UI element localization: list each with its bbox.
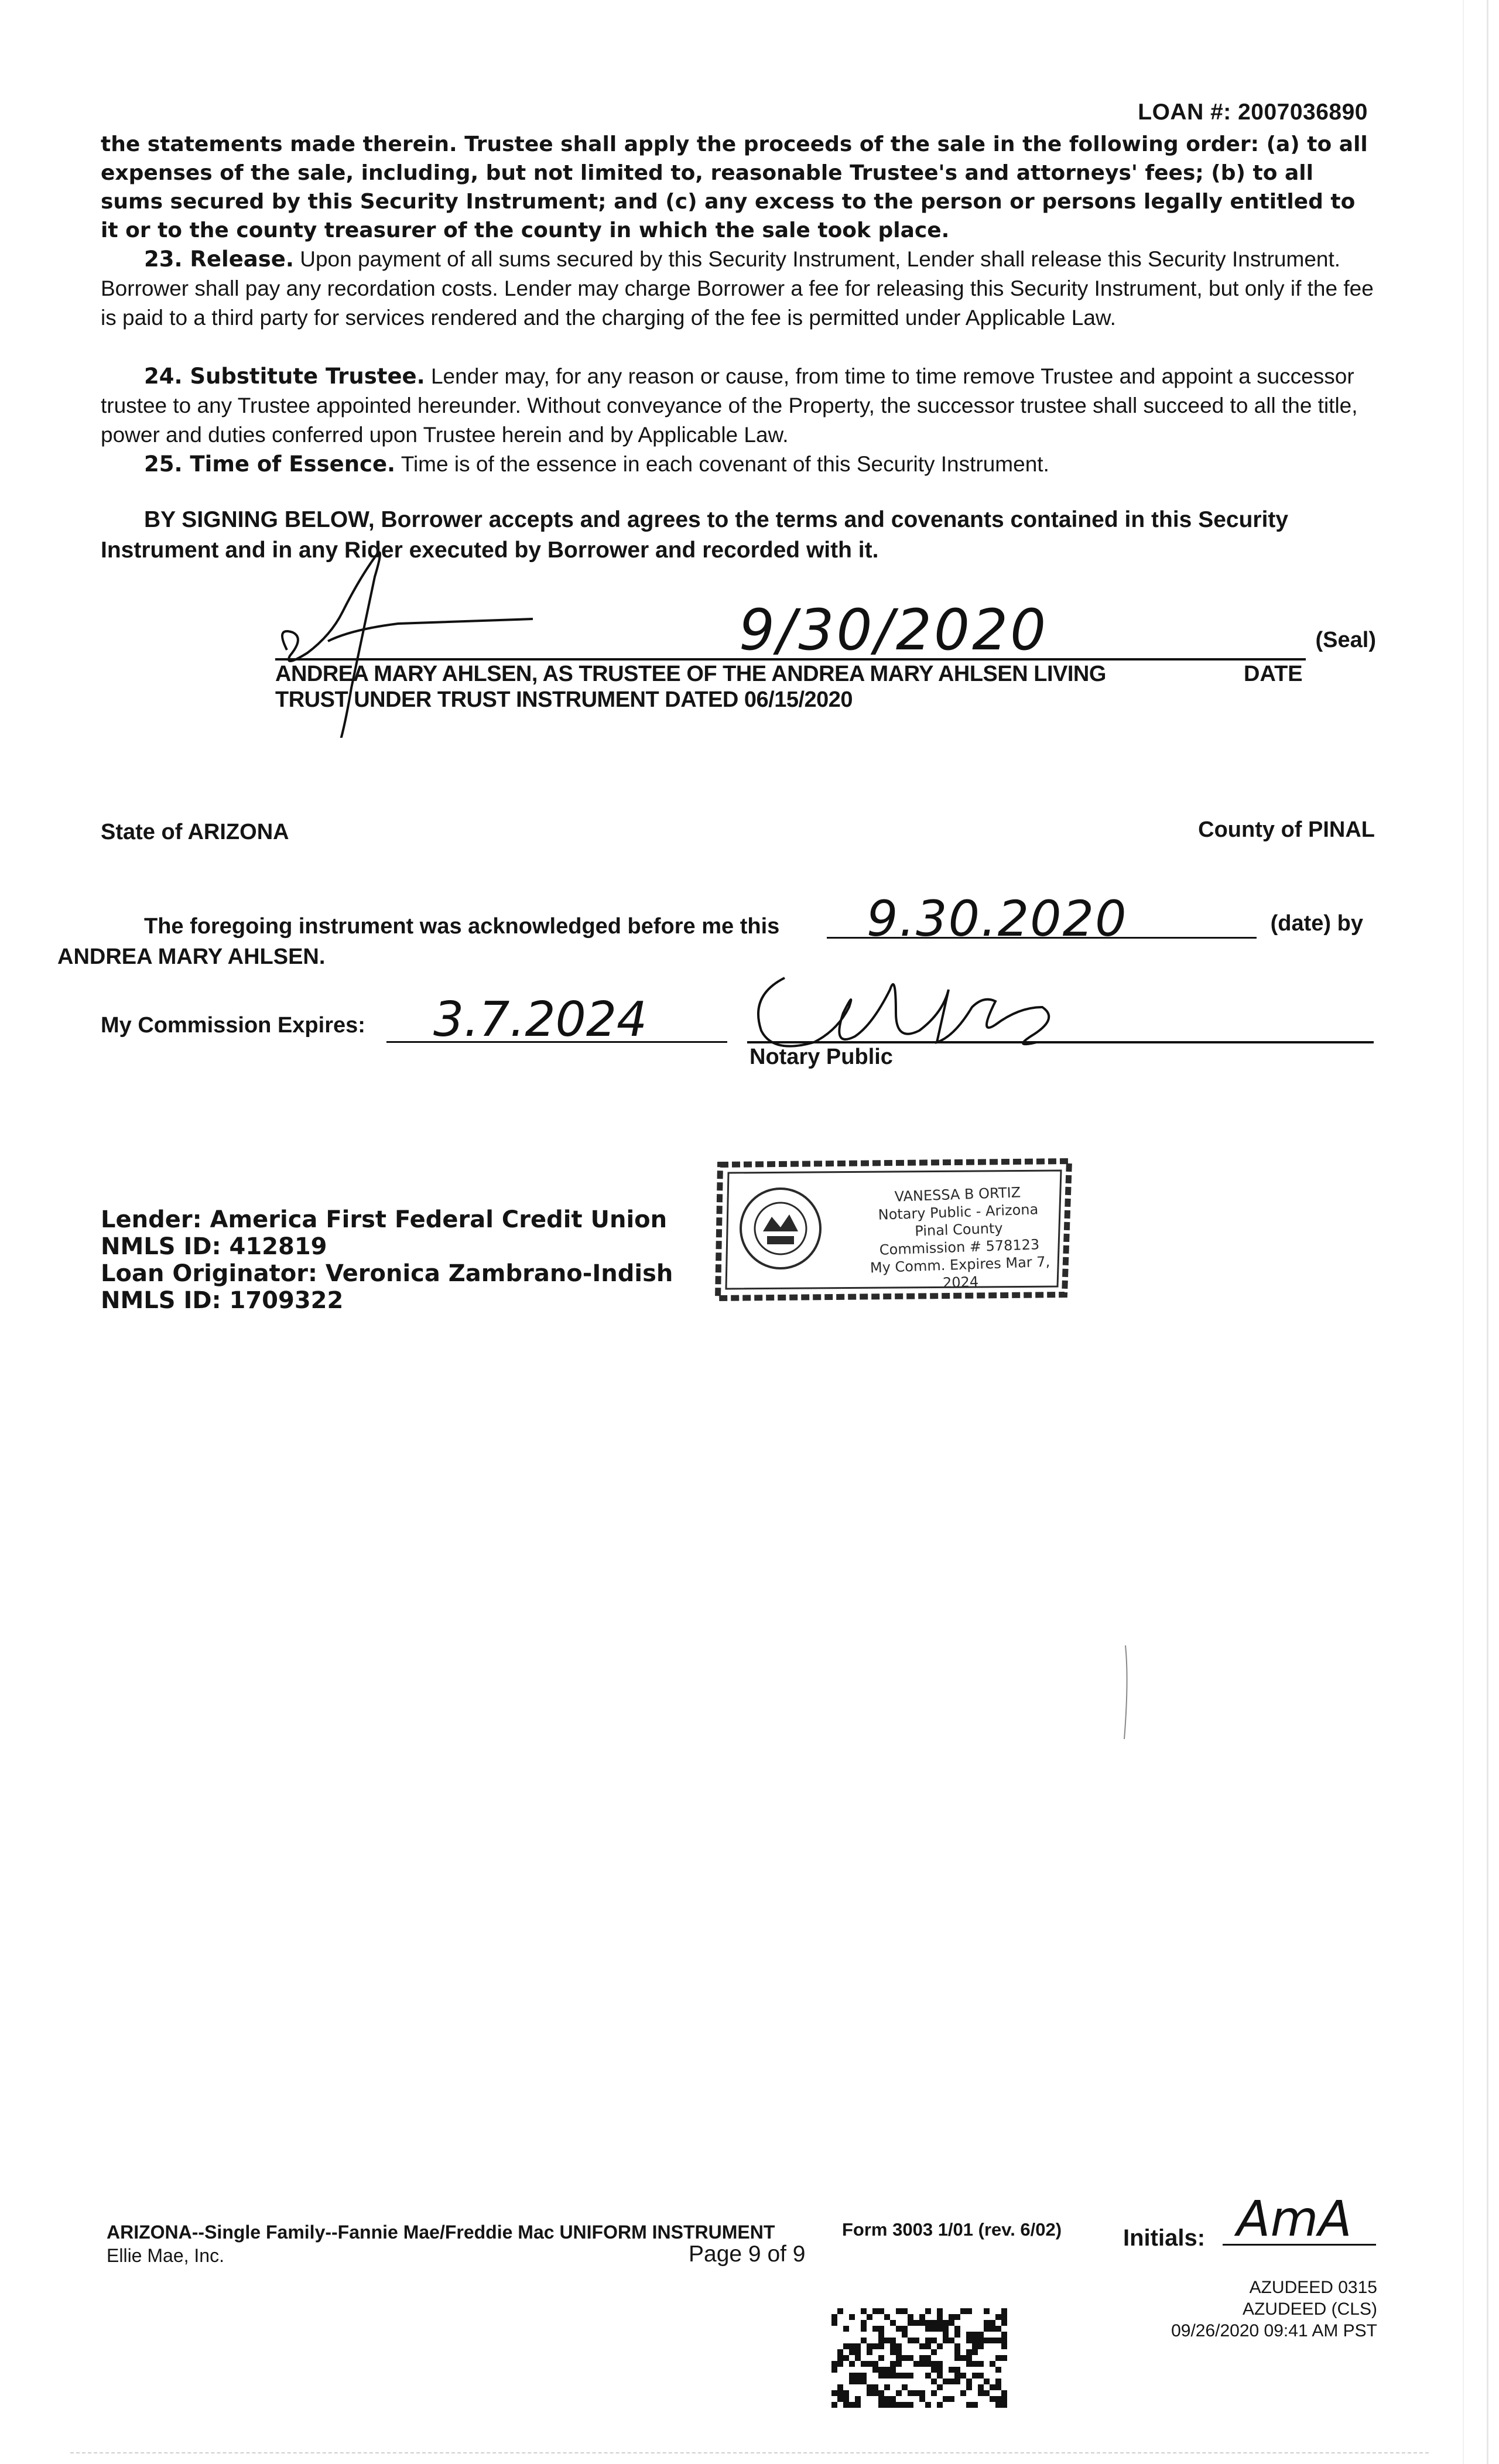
signer-name-line1: ANDREA MARY AHLSEN, AS TRUSTEE OF THE ANDREA MARY AHLSEN LIVING (275, 662, 1106, 686)
paragraph-23 (101, 245, 1375, 333)
instrument-title: ARIZONA--Single Family--Fannie Mae/Freddie Mac UNIFORM INSTRUMENT (107, 2222, 775, 2243)
signature-line (275, 658, 1306, 661)
stamp-text (858, 1182, 1060, 1295)
loan-originator: Loan Originator: Veronica Zambrano-Indish (101, 1260, 673, 1287)
barcode-icon (831, 2308, 1007, 2408)
print-timestamp: 09/26/2020 09:41 AM PST (1171, 2321, 1377, 2340)
page-number: Page 9 of 9 (689, 2241, 806, 2267)
document-codes (1171, 2277, 1377, 2342)
notary-signature-line (747, 1041, 1374, 1043)
code-1: AZUDEED 0315 (1249, 2278, 1377, 2297)
commission-label: My Commission Expires: (101, 1013, 365, 1038)
section-24-title: 24. Substitute Trustee. (144, 364, 425, 389)
initials-line (1223, 2244, 1376, 2246)
initials-handwritten: AmA (1237, 2190, 1352, 2247)
section-24-text: Lender may, for any reason or cause, from time to time remove Trustee and appoint a successor trustee to any Trustee appointed hereunder. Without conveyance of the Property, the successor trustee shall succeed to all the title, power and duties conferred upon Trustee herein and by Applicable Law. (101, 364, 1358, 447)
section-25-title: 25. Time of Essence. (144, 451, 396, 477)
acknowledgment-text (57, 911, 1377, 972)
page-bottom-edge (70, 2452, 1429, 2453)
date-label: DATE (1244, 662, 1303, 686)
signing-statement: BY SIGNING BELOW, Borrower accepts and agrees to the terms and covenants contained in this Security Instrument and in any Rider executed by Borrower and recorded with it. (101, 507, 1289, 563)
section-23-title: 23. Release. (144, 247, 294, 272)
section-25-text: Time is of the essence in each covenant of this Security Instrument. (395, 452, 1049, 476)
stamp-commission: Commission # 578123 (879, 1236, 1040, 1258)
notary-stamp (713, 1156, 1076, 1303)
commission-date-handwritten: 3.7.2024 (433, 992, 648, 1048)
lender-info (101, 1206, 673, 1314)
ack-date-line (827, 937, 1257, 939)
seal-label: (Seal) (1315, 628, 1376, 652)
originator-nmls: NMLS ID: 1709322 (101, 1287, 344, 1314)
code-2: AZUDEED (CLS) (1242, 2299, 1377, 2319)
paragraph-24 (101, 362, 1375, 450)
acknowledged-name: ANDREA MARY AHLSEN. (57, 944, 326, 969)
stamp-notary-title: Notary Public - Arizona (878, 1201, 1039, 1223)
ack-date-handwritten: 9.30.2020 (867, 890, 1128, 947)
lender-nmls: NMLS ID: 412819 (101, 1233, 327, 1260)
loan-number: LOAN #: 2007036890 (1138, 100, 1368, 125)
section-23-text: Upon payment of all sums secured by this Security Instrument, Lender shall release this Security Instrument. Borrower shall pay any recordation costs. Lender may charge Borrower a fee for releasing this Security Instrument, but only if the fee is paid to a third party for services rendered and the charging of the fee is permitted under Applicable Law. (101, 247, 1374, 330)
arizona-seal-icon (737, 1185, 824, 1272)
paragraph-25 (101, 450, 1375, 479)
footer-instrument (107, 2220, 775, 2267)
initials-label: Initials: (1123, 2225, 1206, 2251)
signer-name-line2: TRUST UNDER TRUST INSTRUMENT DATED 06/15/2020 (275, 687, 853, 712)
signature-date-handwritten: 9/30/2020 (739, 597, 1049, 663)
state-label: State of ARIZONA (101, 820, 289, 844)
notary-public-label: Notary Public (750, 1045, 893, 1069)
stamp-county: Pinal County (914, 1220, 1004, 1240)
county-label: County of PINAL (1198, 817, 1375, 842)
vendor-name: Ellie Mae, Inc. (107, 2245, 224, 2266)
date-by-label: (date) by (1270, 911, 1363, 936)
form-number: Form 3003 1/01 (rev. 6/02) (842, 2219, 1062, 2240)
commission-line (386, 1041, 727, 1043)
paragraph-continuation: the statements made therein. Trustee shall apply the proceeds of the sale in the following order: (a) to all expenses of the sale, including, but not limited to, reasonable Trustee's and attorneys' fees; (b) to all sums secured by this Security Instrument; and (c) any excess to the person or persons legally entitled to it or to the county treasurer of the county in which the sale took place. (101, 132, 1368, 242)
page-edge (1487, 0, 1488, 2464)
stamp-expires: My Comm. Expires Mar 7, 2024 (870, 1253, 1050, 1292)
page-edge-shadow (1463, 0, 1464, 2464)
lender-name: Lender: America First Federal Credit Union (101, 1206, 668, 1233)
acknowledgment-statement: The foregoing instrument was acknowledged before me this (144, 914, 780, 939)
stamp-notary-name: VANESSA B ORTIZ (894, 1184, 1021, 1205)
pen-mark (1122, 1645, 1129, 1739)
